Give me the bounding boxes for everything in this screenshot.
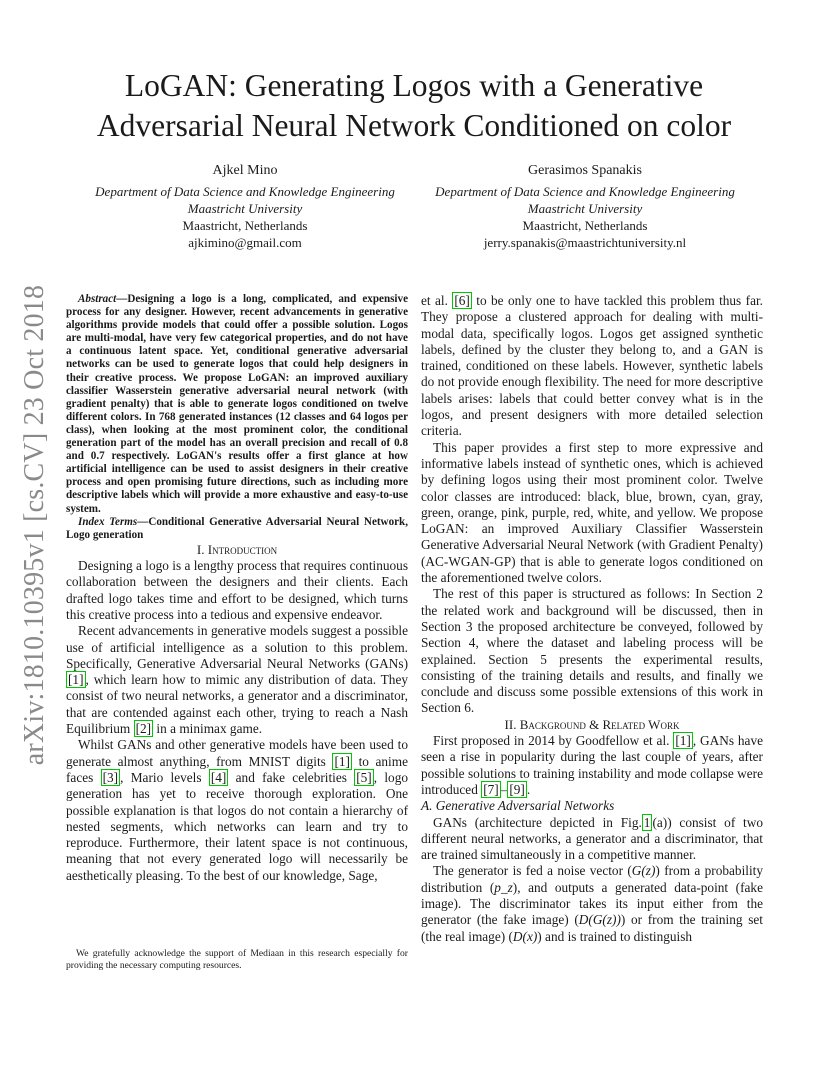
math-inline: D(x) <box>512 928 538 944</box>
footnote: We gratefully acknowledge the support of Mediaan in this research especially for providing the necessary computing resources. <box>66 948 408 971</box>
citation-link[interactable]: [5] <box>356 769 372 785</box>
index-terms-label: Index Terms <box>78 515 138 528</box>
paragraph: The rest of this paper is structured as follows: In Section 2 the related work and background will be discussed, then in Section 3 the proposed architecture be conveyed, followed by Section 4, where the dataset and labeling process will be explained. Section 5 presents the experimental results, consisting of the training details and results, and finally we conclude and discuss some possible extensions of this work in Section 6. <box>421 586 763 716</box>
author-name: Gerasimos Spanakis <box>528 163 642 178</box>
citation-link[interactable]: [9] <box>509 781 525 797</box>
author-department: Department of Data Science and Knowledge Engineering <box>95 184 395 199</box>
citation-link[interactable]: [1] <box>68 672 84 688</box>
author-university: Maastricht University <box>187 201 303 216</box>
paper-title: LoGAN: Generating Logos with a Generative Adversarial Neural Network Conditioned on color <box>96 68 732 143</box>
author-location: Maastricht, Netherlands <box>522 218 648 233</box>
arxiv-stamp <box>19 284 50 766</box>
figure-link[interactable]: 1 <box>643 814 651 830</box>
math-inline: p_z <box>494 879 513 895</box>
paragraph: First proposed in 2014 by Goodfellow et al. [1] , GANs have seen a rise in popularity during the last couple of years, after possible solutions to training instability and mode collapse were introduced [7] – [9] . <box>421 733 763 797</box>
paragraph: The generator is fed a noise vector (G(z)) from a probability distribution (p_z), and outputs a generated data-point (fake image). The discriminator takes its input either from the generator (the fake image) (D(G(z))) or from the training set (the real image) (D(x)) and is trained to distinguish <box>421 863 763 944</box>
citation-link[interactable]: [2] <box>135 721 152 737</box>
citation-link[interactable]: [1] <box>675 733 691 749</box>
abstract-label: Abstract <box>78 293 117 305</box>
author-location: Maastricht, Netherlands <box>182 218 308 233</box>
citation-link[interactable]: [7] <box>483 781 499 797</box>
citation-link[interactable]: [3] <box>102 769 119 785</box>
paragraph: et al. [6] to be only one to have tackled this problem thus far. They propose a clustered approach for dealing with multi-modal data, specifically logos. Logos get assigned synthetic labels, defined by the cluster they belong to, and a GAN is trained, conditioned on these labels. However, synthetic labels do not provide enough flexibility. The need for more descriptive labels arises: labels that could better convey what is in the logos, and present designers with more detailed selection criteria. <box>421 293 763 439</box>
citation-link[interactable]: [6] <box>454 293 470 308</box>
abstract-text: —Designing a logo is a long, complicated, and expensive process for any designer. However, recent advancements in generative algorithms provide models that could offer a possible solution. Logos are multi-modal, have very few categorical properties, and do not have a continuous latent space. Yet, conditional generative adversarial networks can be used to generate logos that could help designers in their creative process. We propose LoGAN: an improved auxiliary classifier Wasserstein generative adversarial neural network (with gradient penalty) that is able to generate logos conditioned on twelve different colors. In 768 generated instances (12 classes and 64 logos per class), when looking at the most prominent color, the conditional generation part of the model has an overall precision and recall of 0.8 and 0.7 respectively. LoGAN's results offer a first glance at how artificial intelligence can be used to assist designers in their creative process and open promising future directions, such as including more descriptive labels which will provide a more exhaustive and easy-to-use system. <box>66 293 408 515</box>
paragraph: Designing a logo is a lengthy process that requires continuous collaboration between the designers and their clients. Each drafted logo takes time and effort to be designed, which turns this creative process into a tedious and expensive endeavor. <box>66 558 408 622</box>
arxiv-identifier: arXiv:1810.10395v1 [cs.CV] 23 Oct 2018 <box>19 284 50 766</box>
subsection-heading: A. Generative Adversarial Networks <box>421 798 615 814</box>
abstract <box>66 293 408 542</box>
author-block-2 <box>420 162 750 251</box>
paragraph: This paper provides a first step to more expressive and informative labels instead of synthetic ones, which is achieved by defining logos using their most prominent color. Twelve color classes are introduced: black, blue, brown, cyan, gray, green, orange, pink, purple, red, white, and yellow. We propose LoGAN: an improved Auxiliary Classifier Wasserstein Generative Adversarial Neural Network (with Gradient Penalty) (AC-WGAN-GP) that is able to generate logos conditioned on the aforementioned twelve colors. <box>421 439 763 586</box>
citation-link[interactable]: [4] <box>210 769 227 785</box>
right-column <box>421 293 763 945</box>
paragraph: Recent advancements in generative models suggest a possible use of artificial intelligence as a solution to this problem. Specifically, Generative Adversarial Neural Networks (GANs) [1] , which learn how to mimic any distribution of data. They consist of two neural networks, a generator and a discriminator, that are contended against each other, trying to reach a Nash Equilibrium [2] in a minimax game. <box>66 623 408 737</box>
paragraph: Whilst GANs and other generative models have been used to generate almost anything, from MNIST digits [1] to anime faces [3] , Mario levels [4] and fake celebrities [5] , logo generation has yet to receive thorough exploration. One possible explanation is that logos do not contain a hierarchy of nested segments, which networks can learn and try to reproduce. Furthermore, their latent space is not continuous, meaning that not every generated logo will necessarily be aesthetically pleasing. To the best of our knowledge, Sage, <box>66 737 409 883</box>
citation-link[interactable]: [1] <box>334 753 350 769</box>
index-terms-text: —Conditional Generative Adversarial Neural Network, Logo generation <box>66 515 408 541</box>
author-university: Maastricht University <box>527 201 643 216</box>
author-email[interactable]: jerry.spanakis@maastrichtuniversity.nl <box>483 235 687 250</box>
left-column <box>66 293 408 884</box>
author-name: Ajkel Mino <box>212 163 278 178</box>
math-inline: D(G(z)) <box>578 912 621 928</box>
author-block-1 <box>80 162 410 251</box>
paragraph: GANs (architecture depicted in Fig. 1 (a)) consist of two different neural networks, a generator and a discriminator, that are trained simultaneously in a competitive manner. <box>421 814 763 863</box>
section-heading-introduction: I. Introduction <box>196 541 278 557</box>
section-heading-background: II. Background & Related Work <box>504 716 680 732</box>
author-email[interactable]: ajkimino@gmail.com <box>188 235 302 250</box>
math-inline: G(z) <box>631 863 656 879</box>
author-department: Department of Data Science and Knowledge Engineering <box>435 184 735 199</box>
